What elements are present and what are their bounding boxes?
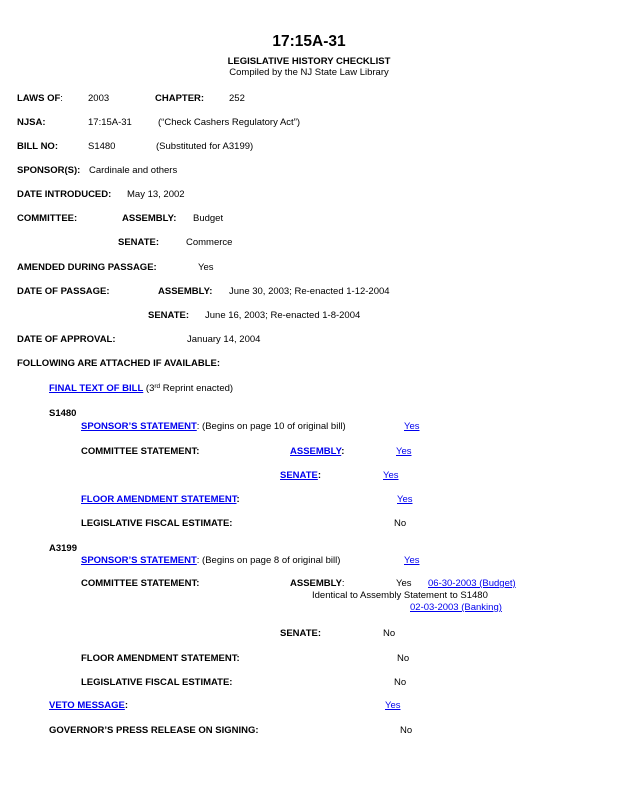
approval-value: January 14, 2004	[187, 334, 261, 345]
bill-no-value: S1480	[88, 141, 116, 152]
a3199-sponsor-row	[81, 555, 340, 566]
final-text-link[interactable]: FINAL TEXT OF BILL	[49, 383, 144, 394]
njsa-value: 17:15A-31	[88, 117, 132, 128]
veto-row	[49, 700, 128, 711]
a3199-fiscal-label: LEGISLATIVE FISCAL ESTIMATE:	[81, 677, 233, 688]
governor-label: GOVERNOR’S PRESS RELEASE ON SIGNING:	[49, 725, 259, 736]
sponsors-label: SPONSOR(S):	[17, 165, 81, 176]
s1480-fiscal-value: No	[394, 518, 407, 529]
s1480-sponsor-yes-link[interactable]: Yes	[404, 421, 420, 432]
following-heading: FOLLOWING ARE ATTACHED IF AVAILABLE:	[17, 358, 220, 369]
s1480-committee-label: COMMITTEE STATEMENT:	[81, 446, 200, 457]
passage-senate-value: June 16, 2003; Re-enacted 1-8-2004	[205, 310, 361, 321]
a3199-sponsor-yes-link[interactable]: Yes	[404, 555, 420, 566]
a3199-label: A3199	[49, 543, 77, 554]
committee-assembly-label: ASSEMBLY:	[122, 213, 177, 224]
a3199-assembly-budget-link[interactable]: 06-30-2003 (Budget)	[428, 578, 516, 589]
s1480-assembly-colon: :	[341, 446, 345, 457]
s1480-senate-colon: :	[317, 470, 322, 481]
s1480-assembly-row	[290, 446, 344, 457]
a3199-assembly-note: Identical to Assembly Statement to S1480	[312, 590, 488, 601]
a3199-assembly-label: ASSEMBLY	[290, 578, 342, 589]
passage-assembly-label: ASSEMBLY:	[158, 286, 213, 297]
passage-senate-label: SENATE:	[148, 310, 189, 321]
date-introduced-value: May 13, 2002	[127, 189, 185, 200]
s1480-senate-link[interactable]: SENATE	[280, 470, 318, 481]
s1480-assembly-link[interactable]: ASSEMBLY	[290, 446, 342, 457]
s1480-assembly-yes-link[interactable]: Yes	[396, 446, 412, 457]
page-title: 17:15A-31	[272, 33, 346, 50]
final-text-sup: rd	[154, 383, 161, 390]
njsa-note: (“Check Cashers Regulatory Act”)	[158, 117, 301, 128]
final-text-pre: (3	[143, 383, 155, 394]
s1480-fiscal-label: LEGISLATIVE FISCAL ESTIMATE:	[81, 518, 233, 529]
s1480-floor-yes-link[interactable]: Yes	[397, 494, 413, 505]
governor-value: No	[400, 725, 413, 736]
page-subtitle: LEGISLATIVE HISTORY CHECKLIST	[227, 56, 391, 67]
a3199-senate-value: No	[383, 628, 396, 639]
a3199-assembly-colon: :	[341, 578, 345, 589]
sponsors-value: Cardinale and others	[89, 165, 178, 176]
amended-label: AMENDED DURING PASSAGE:	[17, 262, 157, 273]
laws-of-value: 2003	[88, 93, 110, 104]
committee-label: COMMITTEE:	[17, 213, 78, 224]
laws-of-colon: :	[60, 93, 63, 104]
a3199-fiscal-value: No	[394, 677, 407, 688]
chapter-value: 252	[229, 93, 245, 104]
s1480-senate-row	[280, 470, 321, 481]
a3199-committee-label: COMMITTEE STATEMENT:	[81, 578, 200, 589]
s1480-floor-row	[81, 494, 240, 505]
a3199-sponsor-note: : (Begins on page 8 of original bill)	[196, 555, 341, 566]
s1480-sponsor-link[interactable]: SPONSOR’S STATEMENT	[81, 421, 197, 432]
chapter-label: CHAPTER:	[155, 93, 205, 104]
s1480-sponsor-row	[81, 421, 346, 432]
laws-of-label-text: LAWS OF	[17, 93, 61, 104]
final-text-row	[49, 383, 233, 394]
veto-yes-link[interactable]: Yes	[385, 700, 401, 711]
a3199-assembly-banking-link[interactable]: 02-03-2003 (Banking)	[410, 602, 502, 613]
a3199-sponsor-link[interactable]: SPONSOR’S STATEMENT	[81, 555, 197, 566]
s1480-sponsor-note: : (Begins on page 10 of original bill)	[196, 421, 346, 432]
final-text-post: Reprint enacted)	[160, 383, 234, 394]
bill-no-label: BILL NO:	[17, 141, 58, 152]
committee-senate-value: Commerce	[186, 237, 233, 248]
approval-label: DATE OF APPROVAL:	[17, 334, 116, 345]
committee-assembly-value: Budget	[193, 213, 224, 224]
committee-senate-label: SENATE:	[118, 237, 159, 248]
s1480-label: S1480	[49, 408, 77, 419]
njsa-label: NJSA:	[17, 117, 46, 128]
s1480-senate-yes-link[interactable]: Yes	[383, 470, 399, 481]
date-introduced-label: DATE INTRODUCED:	[17, 189, 112, 200]
a3199-assembly-value: Yes	[396, 578, 412, 589]
a3199-senate-label: SENATE:	[280, 628, 321, 639]
veto-colon: :	[124, 700, 129, 711]
compiled-by: Compiled by the NJ State Law Library	[229, 67, 389, 78]
veto-link[interactable]: VETO MESSAGE	[49, 700, 125, 711]
a3199-floor-label: FLOOR AMENDMENT STATEMENT:	[81, 653, 240, 664]
passage-assembly-value: June 30, 2003; Re-enacted 1-12-2004	[229, 286, 390, 297]
passage-label: DATE OF PASSAGE:	[17, 286, 110, 297]
s1480-floor-colon: :	[236, 494, 240, 505]
s1480-floor-link[interactable]: FLOOR AMENDMENT STATEMENT	[81, 494, 237, 505]
amended-value: Yes	[198, 262, 214, 273]
laws-of-label	[17, 93, 63, 104]
a3199-floor-value: No	[397, 653, 410, 664]
bill-no-note: (Substituted for A3199)	[156, 141, 254, 152]
a3199-assembly-row	[290, 578, 345, 589]
